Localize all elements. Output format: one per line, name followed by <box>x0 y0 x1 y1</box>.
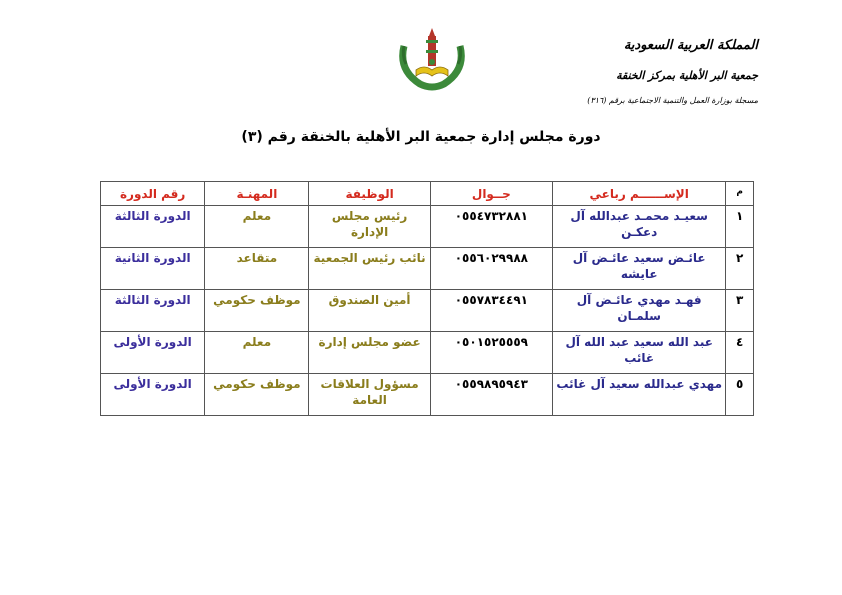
members-table <box>100 181 754 416</box>
header-mobile: جــوال <box>430 182 552 206</box>
row-name: عبد الله سعيد عبد الله آل غائب <box>553 332 726 374</box>
association-name: جمعية البر الأهلية بمركز الخنقة <box>616 69 758 82</box>
row-profession: موظف حكومي <box>205 290 309 332</box>
row-job: رئيس مجلس الإدارة <box>309 206 430 248</box>
registration-note: مسجلة بوزارة العمل والتنمية الاجتماعية برقم (٣١٦) <box>587 96 758 105</box>
header-profession: المهنـة <box>205 182 309 206</box>
header-name: الإســــــم رباعي <box>553 182 726 206</box>
row-name: سعيـد محمـد عبدالله آل دعكـن <box>553 206 726 248</box>
row-session: الدورة الأولى <box>101 332 205 374</box>
table-row <box>101 332 754 374</box>
row-job: أمين الصندوق <box>309 290 430 332</box>
row-profession: معلم <box>205 206 309 248</box>
row-profession: متقاعد <box>205 248 309 290</box>
row-num: ٢ <box>726 248 754 290</box>
header-session: رقم الدورة <box>101 182 205 206</box>
row-job: نائب رئيس الجمعية <box>309 248 430 290</box>
table-header-row <box>101 182 754 206</box>
row-session: الدورة الثانية <box>101 248 205 290</box>
row-profession: موظف حكومي <box>205 374 309 416</box>
row-profession: معلم <box>205 332 309 374</box>
table-row <box>101 206 754 248</box>
row-job: عضو مجلس إدارة <box>309 332 430 374</box>
page-title: دورة مجلس إدارة جمعية البر الأهلية بالخنقة رقم (٣) <box>241 129 601 145</box>
row-session: الدورة الأولى <box>101 374 205 416</box>
table-row <box>101 374 754 416</box>
header-num: م <box>726 182 754 206</box>
row-session: الدورة الثالثة <box>101 206 205 248</box>
row-session: الدورة الثالثة <box>101 290 205 332</box>
row-num: ٤ <box>726 332 754 374</box>
row-mobile: ٠٥٥٤٧٣٢٨٨١ <box>430 206 552 248</box>
row-num: ٥ <box>726 374 754 416</box>
row-num: ٣ <box>726 290 754 332</box>
row-name: مهدي عبدالله سعيد آل غائب <box>553 374 726 416</box>
row-name: عائـض سعيد عائـض آل عايشه <box>553 248 726 290</box>
row-num: ١ <box>726 206 754 248</box>
row-name: فهـد مهدي عائـض آل سلمـان <box>553 290 726 332</box>
letterhead <box>538 38 758 105</box>
row-job: مسؤول العلاقات العامة <box>309 374 430 416</box>
row-mobile: ٠٥٥٩٨٩٥٩٤٣ <box>430 374 552 416</box>
table-row <box>101 248 754 290</box>
table-row <box>101 290 754 332</box>
association-logo-icon <box>390 26 474 92</box>
kingdom-name: المملكة العربية السعودية <box>623 38 758 53</box>
row-mobile: ٠٥٥٧٨٣٤٤٩١ <box>430 290 552 332</box>
row-mobile: ٠٥٥٦٠٢٩٩٨٨ <box>430 248 552 290</box>
row-mobile: ٠٥٠١٥٢٥٥٥٩ <box>430 332 552 374</box>
header-job: الوظيفة <box>309 182 430 206</box>
